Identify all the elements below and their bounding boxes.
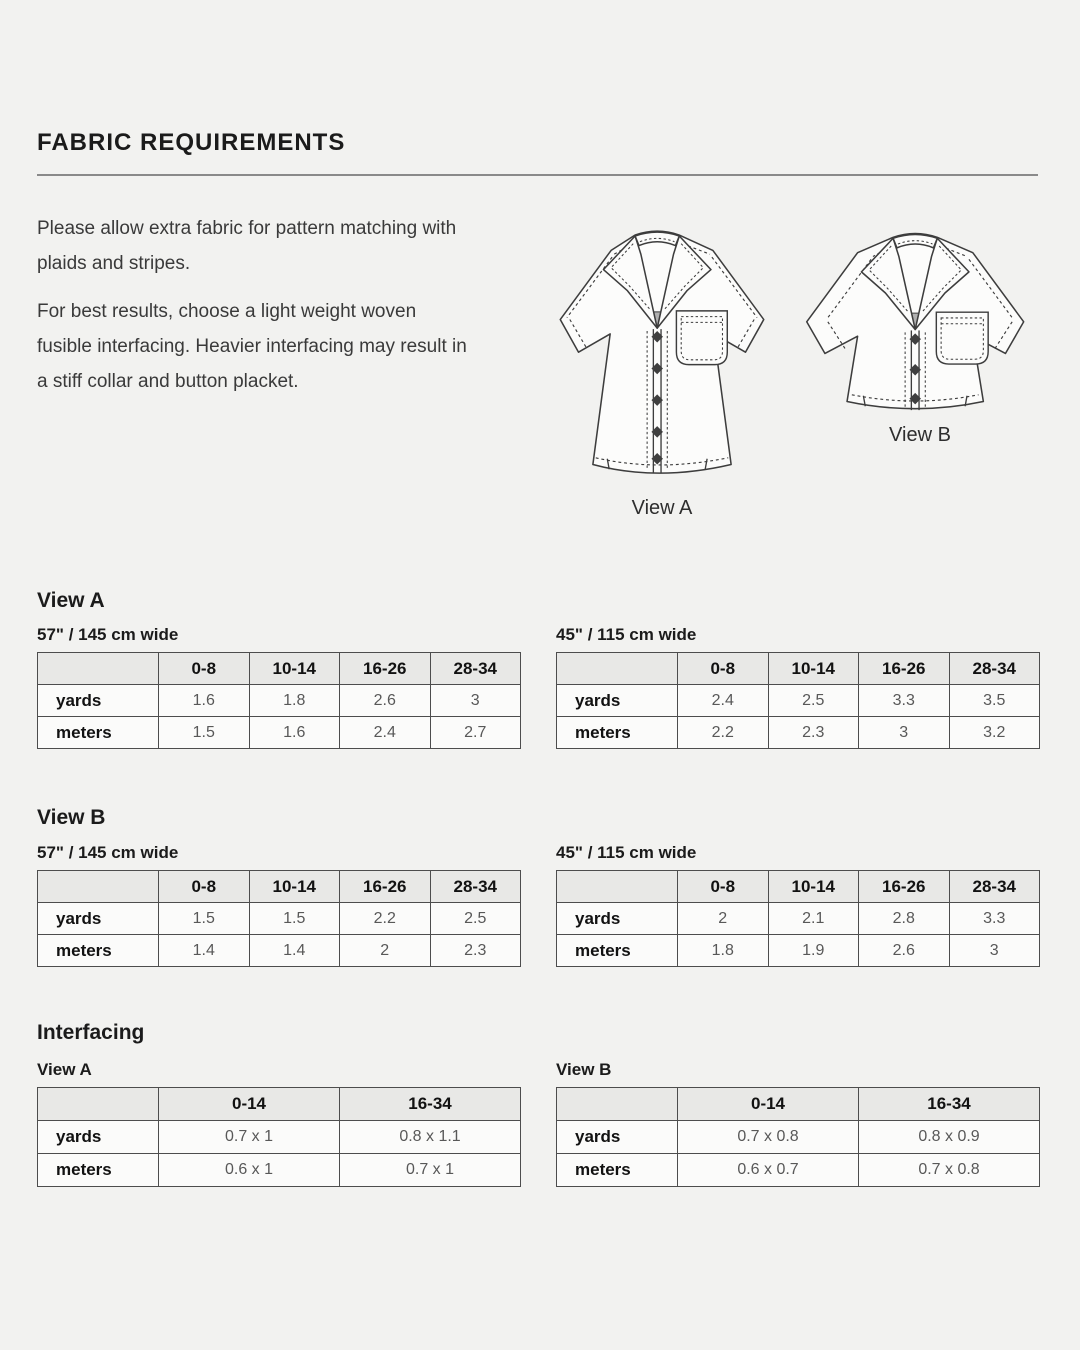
value-cell: 0.6 x 0.7: [678, 1154, 859, 1187]
value-cell: 3.2: [949, 717, 1040, 749]
value-cell: 0.7 x 1: [159, 1121, 340, 1154]
value-cell: 2.3: [430, 935, 521, 967]
table-group-view-a-45: [556, 625, 1039, 749]
size-column-header: 16-26: [859, 871, 950, 903]
view-a-shirt-illustration: [542, 212, 782, 500]
table-subtitle: 45" / 115 cm wide: [556, 843, 697, 862]
corner-cell: [557, 871, 678, 903]
header-row: [38, 653, 521, 685]
value-cell: 2.1: [768, 903, 859, 935]
size-column-header: 0-14: [678, 1088, 859, 1121]
header-row: [38, 1088, 521, 1121]
table-row: [38, 903, 521, 935]
value-cell: 0.7 x 0.8: [678, 1121, 859, 1154]
fabric-table-view-a-57: [37, 652, 521, 749]
table-group-view-b-45: [556, 843, 1039, 967]
size-column-header: 16-26: [859, 653, 950, 685]
header-row: [557, 1088, 1040, 1121]
size-column-header: 0-8: [678, 871, 769, 903]
table-subtitle: 57" / 145 cm wide: [37, 625, 179, 644]
value-cell: 3.3: [949, 903, 1040, 935]
value-cell: 1.4: [159, 935, 250, 967]
value-cell: 0.8 x 0.9: [859, 1121, 1040, 1154]
table-group-view-a-57: [37, 625, 520, 749]
table-row: [38, 717, 521, 749]
row-label: yards: [557, 1121, 678, 1154]
header-row: [557, 871, 1040, 903]
table-row: [557, 935, 1040, 967]
section-heading-view-b: View B: [37, 806, 106, 829]
header-row: [38, 871, 521, 903]
table-row: [557, 717, 1040, 749]
table-subtitle: 45" / 115 cm wide: [556, 625, 697, 644]
table-subtitle: View A: [37, 1060, 92, 1079]
value-cell: 0.7 x 1: [340, 1154, 521, 1187]
row-label: yards: [38, 1121, 159, 1154]
section-heading-interfacing: Interfacing: [37, 1021, 145, 1044]
corner-cell: [38, 653, 159, 685]
row-label: meters: [38, 717, 159, 749]
value-cell: 1.9: [768, 935, 859, 967]
interfacing-table-view-a: [37, 1087, 521, 1187]
row-label: meters: [557, 1154, 678, 1187]
size-column-header: 16-34: [340, 1088, 521, 1121]
intro-paragraph: For best results, choose a light weight woven fusible interfacing. Heavier interfacing may result in a stiff collar and button placket.: [37, 301, 467, 392]
size-column-header: 10-14: [768, 871, 859, 903]
size-column-header: 16-26: [340, 653, 431, 685]
size-column-header: 10-14: [249, 871, 340, 903]
table-group-interfacing-view-a: [37, 1060, 520, 1187]
row-label: yards: [557, 903, 678, 935]
table-row: [38, 935, 521, 967]
size-column-header: 10-14: [249, 653, 340, 685]
view-b-figure-label: View B: [889, 424, 951, 446]
value-cell: 1.4: [249, 935, 340, 967]
header-row: [557, 653, 1040, 685]
table-row: [38, 1121, 521, 1154]
fabric-table-view-b-45: [556, 870, 1040, 967]
size-column-header: 16-26: [340, 871, 431, 903]
value-cell: 2.7: [430, 717, 521, 749]
row-label: meters: [557, 717, 678, 749]
value-cell: 2.5: [430, 903, 521, 935]
value-cell: 2.6: [859, 935, 950, 967]
section-heading-view-a: View A: [37, 589, 105, 612]
table-row: [557, 1121, 1040, 1154]
value-cell: 2.2: [340, 903, 431, 935]
value-cell: 0.7 x 0.8: [859, 1154, 1040, 1187]
size-column-header: 0-8: [678, 653, 769, 685]
value-cell: 3: [949, 935, 1040, 967]
value-cell: 2.6: [340, 685, 431, 717]
size-column-header: 28-34: [949, 653, 1040, 685]
value-cell: 3: [430, 685, 521, 717]
corner-cell: [557, 1088, 678, 1121]
size-column-header: 0-8: [159, 871, 250, 903]
value-cell: 2.4: [678, 685, 769, 717]
interfacing-table-view-b: [556, 1087, 1040, 1187]
size-column-header: 10-14: [768, 653, 859, 685]
row-label: meters: [38, 1154, 159, 1187]
view-b-shirt-illustration: [800, 216, 1040, 442]
row-label: yards: [38, 903, 159, 935]
table-group-view-b-57: [37, 843, 520, 967]
value-cell: 3.5: [949, 685, 1040, 717]
table-row: [557, 903, 1040, 935]
value-cell: 1.5: [159, 903, 250, 935]
size-column-header: 28-34: [949, 871, 1040, 903]
size-column-header: 0-8: [159, 653, 250, 685]
value-cell: 1.8: [678, 935, 769, 967]
value-cell: 0.8 x 1.1: [340, 1121, 521, 1154]
value-cell: 1.6: [159, 685, 250, 717]
value-cell: 2.3: [768, 717, 859, 749]
fabric-table-view-b-57: [37, 870, 521, 967]
table-subtitle: View B: [556, 1060, 612, 1079]
value-cell: 2.8: [859, 903, 950, 935]
table-group-interfacing-view-b: [556, 1060, 1039, 1187]
value-cell: 0.6 x 1: [159, 1154, 340, 1187]
value-cell: 2.4: [340, 717, 431, 749]
table-row: [557, 1154, 1040, 1187]
value-cell: 1.6: [249, 717, 340, 749]
value-cell: 2.2: [678, 717, 769, 749]
value-cell: 1.5: [249, 903, 340, 935]
corner-cell: [38, 871, 159, 903]
table-row: [38, 1154, 521, 1187]
table-subtitle: 57" / 145 cm wide: [37, 843, 179, 862]
value-cell: 2.5: [768, 685, 859, 717]
size-column-header: 16-34: [859, 1088, 1040, 1121]
value-cell: 2: [340, 935, 431, 967]
corner-cell: [38, 1088, 159, 1121]
table-row: [38, 685, 521, 717]
row-label: meters: [38, 935, 159, 967]
view-a-figure-label: View A: [631, 497, 693, 519]
row-label: meters: [557, 935, 678, 967]
value-cell: 2: [678, 903, 769, 935]
fabric-table-view-a-45: [556, 652, 1040, 749]
row-label: yards: [557, 685, 678, 717]
size-column-header: 28-34: [430, 871, 521, 903]
value-cell: 1.5: [159, 717, 250, 749]
corner-cell: [557, 653, 678, 685]
intro-text: [37, 211, 537, 412]
value-cell: 3: [859, 717, 950, 749]
page-title: FABRIC REQUIREMENTS: [37, 129, 346, 156]
size-column-header: 28-34: [430, 653, 521, 685]
value-cell: 3.3: [859, 685, 950, 717]
table-row: [557, 685, 1040, 717]
row-label: yards: [38, 685, 159, 717]
value-cell: 1.8: [249, 685, 340, 717]
size-column-header: 0-14: [159, 1088, 340, 1121]
title-divider: [37, 174, 1038, 176]
intro-paragraph: Please allow extra fabric for pattern matching with plaids and stripes.: [37, 218, 457, 274]
